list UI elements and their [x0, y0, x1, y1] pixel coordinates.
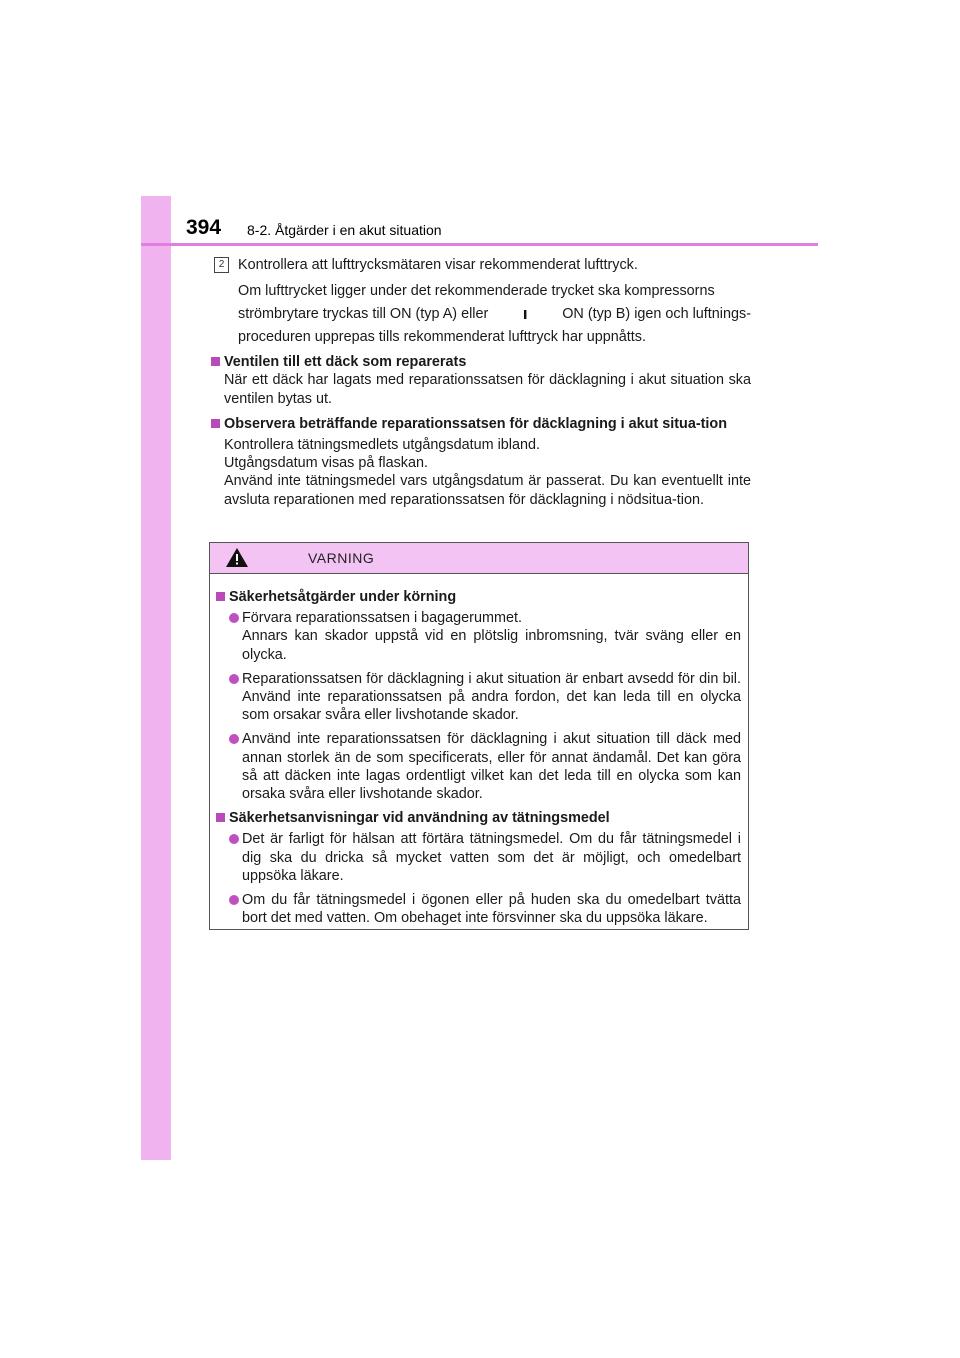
warning-item: Reparationssatsen för däcklagning i akut situation är enbart avsedd för din bil. Använd inte reparationssatsen på andra fordon, det kan leda till en olycka som orsakar svåra eller livshotande skador. — [216, 670, 741, 725]
square-bullet-icon — [211, 419, 220, 428]
round-bullet-icon — [229, 734, 239, 744]
warning-heading-sealant: Säkerhetsanvisningar vid användning av tätningsmedel — [216, 809, 741, 827]
square-bullet-icon — [216, 592, 225, 601]
kit-body-line-2: Utgångsdatum visas på flaskan. — [224, 455, 428, 472]
step-note — [211, 280, 751, 349]
section-body-valve: När ett däck har lagats med reparationssatsen för däcklagning i akut situation ska ventilen bytas ut. — [224, 372, 751, 407]
square-bullet-icon — [216, 813, 225, 822]
step-text: Kontrollera att lufttrycksmätaren visar rekommenderat lufttryck. — [238, 257, 638, 273]
round-bullet-icon — [229, 834, 239, 844]
square-bullet-icon — [211, 357, 220, 366]
section-body-kit — [211, 436, 751, 509]
warning-triangle-icon — [226, 548, 248, 567]
step-note-line-2 — [238, 303, 751, 326]
step-note-line-2b: ON (typ B) igen och luftnings- — [562, 306, 751, 323]
warning-item: Om du får tätningsmedel i ögonen eller på huden ska du omedelbart tvätta bort det med vatten. Om obehaget inte försvinner ska du uppsöka läkare. — [216, 891, 741, 927]
warning-box — [209, 542, 749, 930]
round-bullet-icon — [229, 674, 239, 684]
warning-heading-driving: Säkerhetsåtgärder under körning — [216, 588, 741, 606]
page-number: 394 — [186, 216, 222, 239]
warning-item: Förvara reparationssatsen i bagagerummet. Annars kan skador uppstå vid en plötslig inbromsning, tvär sväng eller en olycka. — [216, 609, 741, 664]
page-sidebar-tab — [141, 196, 171, 1160]
round-bullet-icon — [229, 895, 239, 905]
warning-item: Använd inte reparationssatsen för däcklagning i akut situation till däck med annan storlek än de som specificerats, eller för annat ändamål. Det kan göra så att däcken inte lagas ordentligt vilket kan det leda till en olycka som kan orsaka svåra eller livshotande skador. — [216, 730, 741, 803]
warning-body — [210, 574, 748, 927]
warning-title: VARNING — [308, 550, 375, 566]
kit-body-line-3: Använd inte tätningsmedel vars utgångsdatum är passerat. Du kan eventuellt inte avsluta reparationen med reparationssatsen för däcklagning i nödsitua-tion. — [224, 473, 751, 508]
round-bullet-icon — [229, 613, 239, 623]
step-note-line-1: Om lufttrycket ligger under det rekommenderade trycket ska kompressorns — [238, 283, 715, 300]
step-note-line-2a: strömbrytare tryckas till ON (typ A) eller — [238, 306, 489, 323]
step-note-line-3: proceduren upprepas tills rekommenderat lufttryck har uppnåtts. — [238, 329, 646, 346]
step-number-badge: 2 — [214, 257, 229, 273]
section-title: 8-2. Åtgärder i en akut situation — [247, 222, 442, 238]
section-heading-valve: Ventilen till ett däck som reparerats — [211, 353, 751, 371]
section-heading-kit: Observera beträffande reparationssatsen för däcklagning i akut situa-tion — [211, 415, 751, 433]
warning-item: Det är farligt för hälsan att förtära tätningsmedel. Om du får tätningsmedel i dig ska du dricka så mycket vatten som det är möjligt, och omedelbart uppsöka läkare. — [216, 830, 741, 885]
main-content — [211, 256, 751, 509]
power-switch-icon — [516, 303, 534, 326]
step-2 — [211, 256, 751, 274]
kit-body-line-1: Kontrollera tätningsmedlets utgångsdatum ibland. — [224, 437, 540, 454]
warning-header — [210, 543, 748, 574]
header-rule — [141, 243, 818, 246]
